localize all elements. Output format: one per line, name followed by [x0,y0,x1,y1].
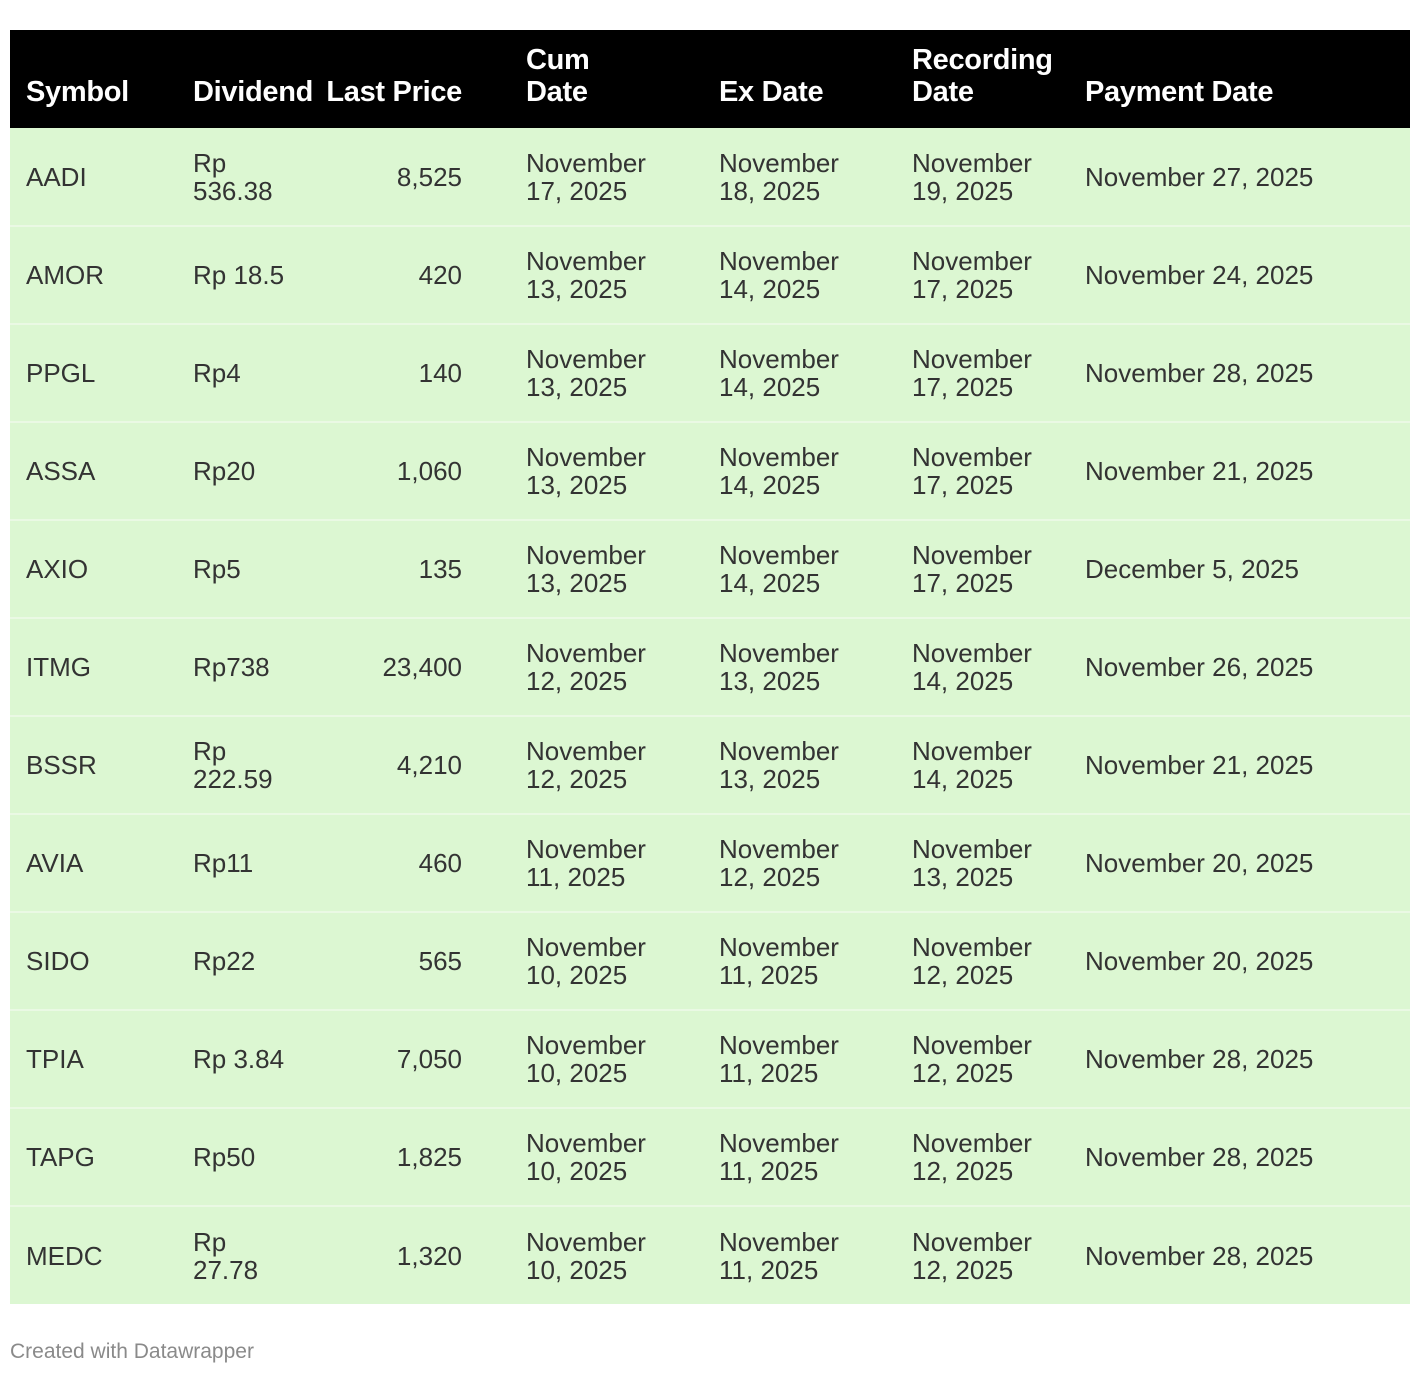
cell-ex-date: November 11, 2025 [655,1108,848,1206]
cell-dividend: Rp 536.38 [193,147,273,206]
cell-payment-date: November 20, 2025 [1053,912,1410,1010]
cell-dividend: Rp 222.59 [177,716,300,814]
cell-symbol: MEDC [10,1206,177,1304]
table-row [10,226,1410,324]
cell-cum-date: November 13, 2025 [462,226,655,324]
cell-payment-date: November 20, 2025 [1053,814,1410,912]
cell-cum-date: November 13, 2025 [462,520,655,618]
cell-symbol: TAPG [10,1108,177,1206]
cell-dividend: Rp22 [177,912,300,1010]
cell-cum-date: November 13, 2025 [462,324,655,422]
cell-last-price: 565 [300,912,462,1010]
cell-dividend: Rp 3.84 [177,1010,300,1108]
cell-recording-date: November 12, 2025 [848,1010,1053,1108]
dividend-table [10,30,1410,1304]
cell-ex-date: November 11, 2025 [655,1206,848,1304]
cell-last-price: 140 [300,324,462,422]
cell-cum-date: November 17, 2025 [526,147,646,206]
table-row [10,1206,1410,1304]
cell-ex-date: November 14, 2025 [655,520,848,618]
cell-dividend: Rp4 [177,324,300,422]
cell-payment-date: November 27, 2025 [1085,161,1314,192]
cell-recording-date: November 19, 2025 [912,147,1032,206]
header-row [10,30,1410,128]
cell-symbol: AVIA [10,814,177,912]
header-symbol: Symbol [26,76,129,108]
cell-ex-date: November 11, 2025 [655,912,848,1010]
cell-cum-date: November 12, 2025 [462,618,655,716]
cell-dividend: Rp50 [177,1108,300,1206]
cell-cum-date: November 12, 2025 [462,716,655,814]
table-row [10,422,1410,520]
cell-last-price: 460 [300,814,462,912]
cell-recording-date: November 12, 2025 [848,912,1053,1010]
cell-payment-date: November 28, 2025 [1053,1206,1410,1304]
cell-payment-date: November 28, 2025 [1053,1108,1410,1206]
cell-last-price: 1,825 [300,1108,462,1206]
table-row [10,814,1410,912]
table-body [10,128,1410,1304]
cell-dividend: Rp5 [177,520,300,618]
cell-recording-date: November 12, 2025 [848,1108,1053,1206]
header-cum-date: Cum Date [526,44,590,108]
dividend-table-container [10,30,1314,1304]
cell-dividend: Rp11 [177,814,300,912]
cell-recording-date: November 13, 2025 [848,814,1053,912]
cell-symbol: ITMG [10,618,177,716]
cell-last-price: 8,525 [396,161,462,192]
header-last-price: Last Price [326,76,462,108]
cell-symbol: SIDO [10,912,177,1010]
cell-last-price: 135 [300,520,462,618]
cell-ex-date: November 14, 2025 [655,422,848,520]
cell-recording-date: November 14, 2025 [848,716,1053,814]
cell-ex-date: November 18, 2025 [719,147,839,206]
table-row [10,618,1410,716]
cell-dividend: Rp 18.5 [177,226,300,324]
header-ex-date: Ex Date [719,76,824,108]
cell-symbol: AADI [26,161,87,192]
cell-payment-date: November 28, 2025 [1053,1010,1410,1108]
header-dividend: Dividend [193,76,314,108]
cell-recording-date: November 17, 2025 [848,520,1053,618]
cell-last-price: 7,050 [300,1010,462,1108]
cell-ex-date: November 14, 2025 [655,324,848,422]
cell-payment-date: December 5, 2025 [1053,520,1410,618]
table-row [10,1010,1410,1108]
cell-ex-date: November 13, 2025 [655,618,848,716]
cell-last-price: 23,400 [300,618,462,716]
table-row [10,912,1410,1010]
table-row [10,520,1410,618]
cell-symbol: AXIO [10,520,177,618]
cell-cum-date: November 11, 2025 [462,814,655,912]
cell-cum-date: November 10, 2025 [462,1108,655,1206]
cell-recording-date: November 14, 2025 [848,618,1053,716]
cell-symbol: TPIA [10,1010,177,1108]
cell-cum-date: November 10, 2025 [462,912,655,1010]
cell-recording-date: November 17, 2025 [848,226,1053,324]
cell-recording-date: November 17, 2025 [848,324,1053,422]
cell-payment-date: November 26, 2025 [1053,618,1410,716]
cell-symbol: AMOR [10,226,177,324]
cell-payment-date: November 21, 2025 [1053,422,1410,520]
cell-last-price: 1,320 [300,1206,462,1304]
table-row [10,324,1410,422]
cell-symbol: BSSR [10,716,177,814]
cell-ex-date: November 11, 2025 [655,1010,848,1108]
cell-symbol: PPGL [10,324,177,422]
cell-payment-date: November 24, 2025 [1053,226,1410,324]
cell-ex-date: November 14, 2025 [655,226,848,324]
table-row [10,716,1410,814]
cell-ex-date: November 12, 2025 [655,814,848,912]
header-payment-date: Payment Date [1085,76,1274,108]
table-row [10,128,1410,226]
cell-dividend: Rp 27.78 [177,1206,300,1304]
cell-dividend: Rp738 [177,618,300,716]
cell-payment-date: November 21, 2025 [1053,716,1410,814]
cell-payment-date: November 28, 2025 [1053,324,1410,422]
header-recording-date: Recording Date [912,44,1053,108]
cell-last-price: 420 [300,226,462,324]
cell-cum-date: November 10, 2025 [462,1010,655,1108]
cell-cum-date: November 13, 2025 [462,422,655,520]
datawrapper-credit: Created with Datawrapper [10,1340,254,1363]
cell-symbol: ASSA [10,422,177,520]
cell-recording-date: November 12, 2025 [848,1206,1053,1304]
cell-cum-date: November 10, 2025 [462,1206,655,1304]
cell-ex-date: November 13, 2025 [655,716,848,814]
cell-last-price: 1,060 [300,422,462,520]
cell-recording-date: November 17, 2025 [848,422,1053,520]
cell-last-price: 4,210 [300,716,462,814]
table-row [10,1108,1410,1206]
table-header [10,30,1410,128]
cell-dividend: Rp20 [177,422,300,520]
